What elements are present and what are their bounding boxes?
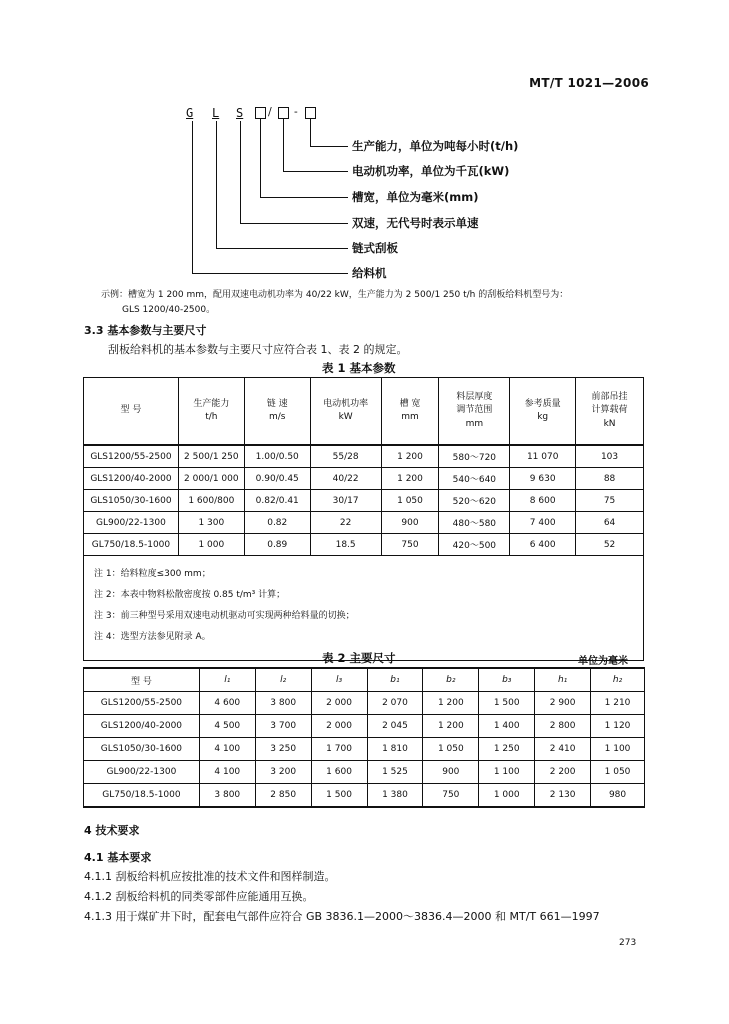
table-cell: 2 045 bbox=[367, 715, 423, 738]
leader-line-chain bbox=[216, 121, 217, 248]
table-cell: 1 600 bbox=[311, 761, 367, 784]
code-letter-g: G bbox=[186, 106, 194, 120]
table-cell: 3 200 bbox=[255, 761, 311, 784]
table-cell: 8 600 bbox=[510, 490, 576, 512]
table1-notes-row bbox=[84, 556, 644, 661]
table1-header-model bbox=[84, 378, 179, 446]
table-cell: 4 500 bbox=[199, 715, 255, 738]
table-cell: 900 bbox=[423, 761, 479, 784]
table-cell: 2 000 bbox=[311, 715, 367, 738]
table-cell: 2 410 bbox=[535, 738, 591, 761]
table-row bbox=[84, 715, 645, 738]
table2-header-b3: b₃ bbox=[479, 668, 535, 692]
table-cell: 1 380 bbox=[367, 784, 423, 808]
table-cell: 1 000 bbox=[479, 784, 535, 808]
table-cell: 1 700 bbox=[311, 738, 367, 761]
header-text: 参考质量 bbox=[524, 398, 561, 409]
leader-line-feeder bbox=[192, 121, 193, 273]
clause-4-1-1: 4.1.1 刮板给料机应按批准的技术文件和图样制造。 bbox=[84, 870, 336, 883]
table1-note-3: 注 3：前三种型号采用双速电动机驱动可实现两种给料量的切换； bbox=[94, 611, 355, 621]
table-cell: GL900/22-1300 bbox=[84, 512, 179, 534]
table-cell: 3 250 bbox=[255, 738, 311, 761]
table-cell: 0.82 bbox=[244, 512, 310, 534]
header-unit: mm bbox=[465, 418, 484, 429]
code-label-capacity: 生产能力，单位为吨每小时(t/h) bbox=[352, 139, 519, 153]
table-cell: 1 500 bbox=[311, 784, 367, 808]
clause-4-1-3: 4.1.3 用于煤矿井下时，配套电气部件应符合 GB 3836.1—2000～3836.4—2000 和 MT/T 661—1997 bbox=[84, 910, 600, 923]
table-row bbox=[84, 468, 644, 490]
table-cell: GLS1050/30-1600 bbox=[84, 738, 200, 761]
table-cell: 3 800 bbox=[255, 692, 311, 715]
table2-header-h2: h₂ bbox=[591, 668, 645, 692]
table-cell: 420～500 bbox=[439, 534, 510, 556]
header-text: 电动机功率 bbox=[323, 398, 369, 409]
table-cell: GLS1200/40-2000 bbox=[84, 468, 179, 490]
clause-4-1-2: 4.1.2 刮板给料机的同类零部件应能通用互换。 bbox=[84, 890, 314, 903]
table-cell: 2 070 bbox=[367, 692, 423, 715]
header-text: 生产能力 bbox=[193, 398, 230, 409]
header-text: 链 速 bbox=[266, 398, 288, 409]
section-3-3-text: 刮板给料机的基本参数与主要尺寸应符合表 1、表 2 的规定。 bbox=[108, 343, 408, 356]
leader-h-width bbox=[260, 197, 348, 198]
table-cell: 540～640 bbox=[439, 468, 510, 490]
table-cell: 1 500 bbox=[479, 692, 535, 715]
table-cell: 0.89 bbox=[244, 534, 310, 556]
table-cell: 1 100 bbox=[479, 761, 535, 784]
code-slash: / bbox=[268, 105, 272, 118]
table-cell: 1 050 bbox=[423, 738, 479, 761]
table-cell: 1 250 bbox=[479, 738, 535, 761]
table2-header-model: 型 号 bbox=[84, 668, 200, 692]
table-cell: 0.90/0.45 bbox=[244, 468, 310, 490]
page-number: 273 bbox=[619, 938, 637, 948]
table-cell: 64 bbox=[576, 512, 644, 534]
table-row bbox=[84, 512, 644, 534]
table-cell: 1 525 bbox=[367, 761, 423, 784]
table-cell: 2 130 bbox=[535, 784, 591, 808]
table-row bbox=[84, 761, 645, 784]
table-cell: GLS1200/55-2500 bbox=[84, 692, 200, 715]
table-cell: 1 200 bbox=[381, 445, 439, 468]
table-cell: 18.5 bbox=[310, 534, 381, 556]
table-cell: 2 200 bbox=[535, 761, 591, 784]
table-cell: GLS1200/40-2000 bbox=[84, 715, 200, 738]
table-cell: 1 050 bbox=[591, 761, 645, 784]
table1-header-load bbox=[576, 378, 644, 446]
table-cell: 103 bbox=[576, 445, 644, 468]
table2-header-l3: l₃ bbox=[311, 668, 367, 692]
table1-header-row bbox=[84, 378, 644, 446]
table-cell: 2 000 bbox=[311, 692, 367, 715]
header-text: 料层厚度 bbox=[456, 392, 493, 403]
table-cell: 9 630 bbox=[510, 468, 576, 490]
table-cell: 3 700 bbox=[255, 715, 311, 738]
table-cell: 2 850 bbox=[255, 784, 311, 808]
leader-h-chain bbox=[216, 248, 348, 249]
header-text: 型 号 bbox=[120, 405, 142, 416]
code-label-width: 槽宽，单位为毫米(mm) bbox=[352, 190, 479, 204]
table-cell: 2 000/1 000 bbox=[178, 468, 244, 490]
leader-h-speed bbox=[240, 223, 348, 224]
code-label-feeder: 给料机 bbox=[352, 266, 387, 280]
section-4-1-heading: 4.1 基本要求 bbox=[84, 851, 152, 864]
table2-unit: 单位为毫米 bbox=[578, 656, 628, 667]
code-letter-s: S bbox=[236, 106, 244, 120]
table-cell: GLS1200/55-2500 bbox=[84, 445, 179, 468]
example-line-1: 示例：槽宽为 1 200 mm，配用双速电动机功率为 40/22 kW，生产能力为 2 500/1 250 t/h 的刮板给料机型号为： bbox=[101, 290, 569, 300]
table-row bbox=[84, 692, 645, 715]
leader-h-capacity bbox=[310, 146, 348, 147]
table1-header-power bbox=[310, 378, 381, 446]
leader-line-power bbox=[283, 119, 284, 171]
code-box-capacity bbox=[305, 107, 316, 119]
table-cell: 88 bbox=[576, 468, 644, 490]
table-main-dimensions bbox=[83, 667, 645, 808]
standard-number: MT/T 1021—2006 bbox=[529, 76, 649, 90]
table-cell: 2 900 bbox=[535, 692, 591, 715]
code-dash: - bbox=[294, 105, 298, 118]
section-4-heading: 4 技术要求 bbox=[84, 824, 140, 837]
table-cell: 1 200 bbox=[423, 715, 479, 738]
header-unit: kN bbox=[603, 418, 616, 429]
table1-header-width bbox=[381, 378, 439, 446]
table-row bbox=[84, 534, 644, 556]
table-cell: 1 200 bbox=[381, 468, 439, 490]
table-cell: GL750/18.5-1000 bbox=[84, 534, 179, 556]
section-3-3-heading: 3.3 基本参数与主要尺寸 bbox=[84, 324, 207, 337]
table-basic-parameters bbox=[83, 377, 644, 661]
table-cell: 40/22 bbox=[310, 468, 381, 490]
header-text: 前部吊挂 bbox=[591, 392, 628, 403]
table-row bbox=[84, 738, 645, 761]
table-cell: 750 bbox=[381, 534, 439, 556]
table2-header-h1: h₁ bbox=[535, 668, 591, 692]
table-cell: 1 300 bbox=[178, 512, 244, 534]
code-label-chain: 链式刮板 bbox=[352, 241, 398, 255]
table2-header-b2: b₂ bbox=[423, 668, 479, 692]
code-box-width bbox=[255, 107, 266, 119]
table-cell: 52 bbox=[576, 534, 644, 556]
header-text: 槽 宽 bbox=[399, 398, 421, 409]
table2-header-l1: l₁ bbox=[199, 668, 255, 692]
table1-note-4: 注 4：选型方法参见附录 A。 bbox=[94, 632, 211, 642]
table-cell: 7 400 bbox=[510, 512, 576, 534]
table1-header-speed bbox=[244, 378, 310, 446]
table2-header-row bbox=[84, 668, 645, 692]
table-row bbox=[84, 784, 645, 808]
table1-header-mass bbox=[510, 378, 576, 446]
table-cell: 75 bbox=[576, 490, 644, 512]
table-cell: 4 100 bbox=[199, 761, 255, 784]
code-box-power bbox=[278, 107, 289, 119]
table2-header-l2: l₂ bbox=[255, 668, 311, 692]
table-cell: 1 000 bbox=[178, 534, 244, 556]
table-cell: 2 800 bbox=[535, 715, 591, 738]
table-cell: 11 070 bbox=[510, 445, 576, 468]
table1-caption: 表 1 基本参数 bbox=[322, 361, 396, 375]
table-cell: 980 bbox=[591, 784, 645, 808]
table-row bbox=[84, 490, 644, 512]
table-cell: 55/28 bbox=[310, 445, 381, 468]
table-cell: 1 210 bbox=[591, 692, 645, 715]
table-cell: 1 810 bbox=[367, 738, 423, 761]
table-cell: 1 200 bbox=[423, 692, 479, 715]
table-cell: 0.82/0.41 bbox=[244, 490, 310, 512]
table-cell: 30/17 bbox=[310, 490, 381, 512]
table-row bbox=[84, 445, 644, 468]
table2-header-b1: b₁ bbox=[367, 668, 423, 692]
table1-note-2: 注 2：本表中物料松散密度按 0.85 t/m³ 计算； bbox=[94, 590, 286, 600]
table-cell: 1 050 bbox=[381, 490, 439, 512]
table-cell: 6 400 bbox=[510, 534, 576, 556]
header-unit: m/s bbox=[268, 412, 286, 422]
header-unit: kW bbox=[338, 412, 353, 422]
table-cell: 1 600/800 bbox=[178, 490, 244, 512]
table2-caption: 表 2 主要尺寸 bbox=[322, 651, 396, 665]
leader-line-speed bbox=[240, 121, 241, 223]
header-unit: mm bbox=[401, 412, 419, 422]
table-cell: 1 400 bbox=[479, 715, 535, 738]
table-cell: GL750/18.5-1000 bbox=[84, 784, 200, 808]
table-cell: GL900/22-1300 bbox=[84, 761, 200, 784]
table1-notes bbox=[84, 556, 644, 661]
table-cell: 4 100 bbox=[199, 738, 255, 761]
table1-header-capacity bbox=[178, 378, 244, 446]
table-cell: 4 600 bbox=[199, 692, 255, 715]
leader-h-power bbox=[283, 171, 348, 172]
table-cell: 1.00/0.50 bbox=[244, 445, 310, 468]
table1-note-1: 注 1：给料粒度≤300 mm； bbox=[94, 569, 211, 579]
table-cell: 480～580 bbox=[439, 512, 510, 534]
table-cell: 3 800 bbox=[199, 784, 255, 808]
header-unit: kg bbox=[537, 412, 549, 422]
header-unit: t/h bbox=[205, 412, 218, 422]
table-cell: 22 bbox=[310, 512, 381, 534]
table-cell: 520～620 bbox=[439, 490, 510, 512]
table-cell: 1 120 bbox=[591, 715, 645, 738]
table-cell: GLS1050/30-1600 bbox=[84, 490, 179, 512]
code-label-power: 电动机功率，单位为千瓦(kW) bbox=[352, 164, 510, 178]
code-letter-l: L bbox=[212, 106, 220, 120]
code-label-speed: 双速，无代号时表示单速 bbox=[352, 216, 479, 230]
table-cell: 2 500/1 250 bbox=[178, 445, 244, 468]
example-line-2: GLS 1200/40-2500。 bbox=[122, 305, 216, 315]
header-text: 计算载荷 bbox=[591, 405, 628, 416]
table-cell: 750 bbox=[423, 784, 479, 808]
header-text: 调节范围 bbox=[456, 405, 493, 416]
leader-h-feeder bbox=[192, 273, 348, 274]
table-cell: 580～720 bbox=[439, 445, 510, 468]
table-cell: 900 bbox=[381, 512, 439, 534]
table-cell: 1 100 bbox=[591, 738, 645, 761]
leader-line-width bbox=[260, 119, 261, 197]
leader-line-capacity bbox=[310, 119, 311, 146]
table1-header-thickness bbox=[439, 378, 510, 446]
